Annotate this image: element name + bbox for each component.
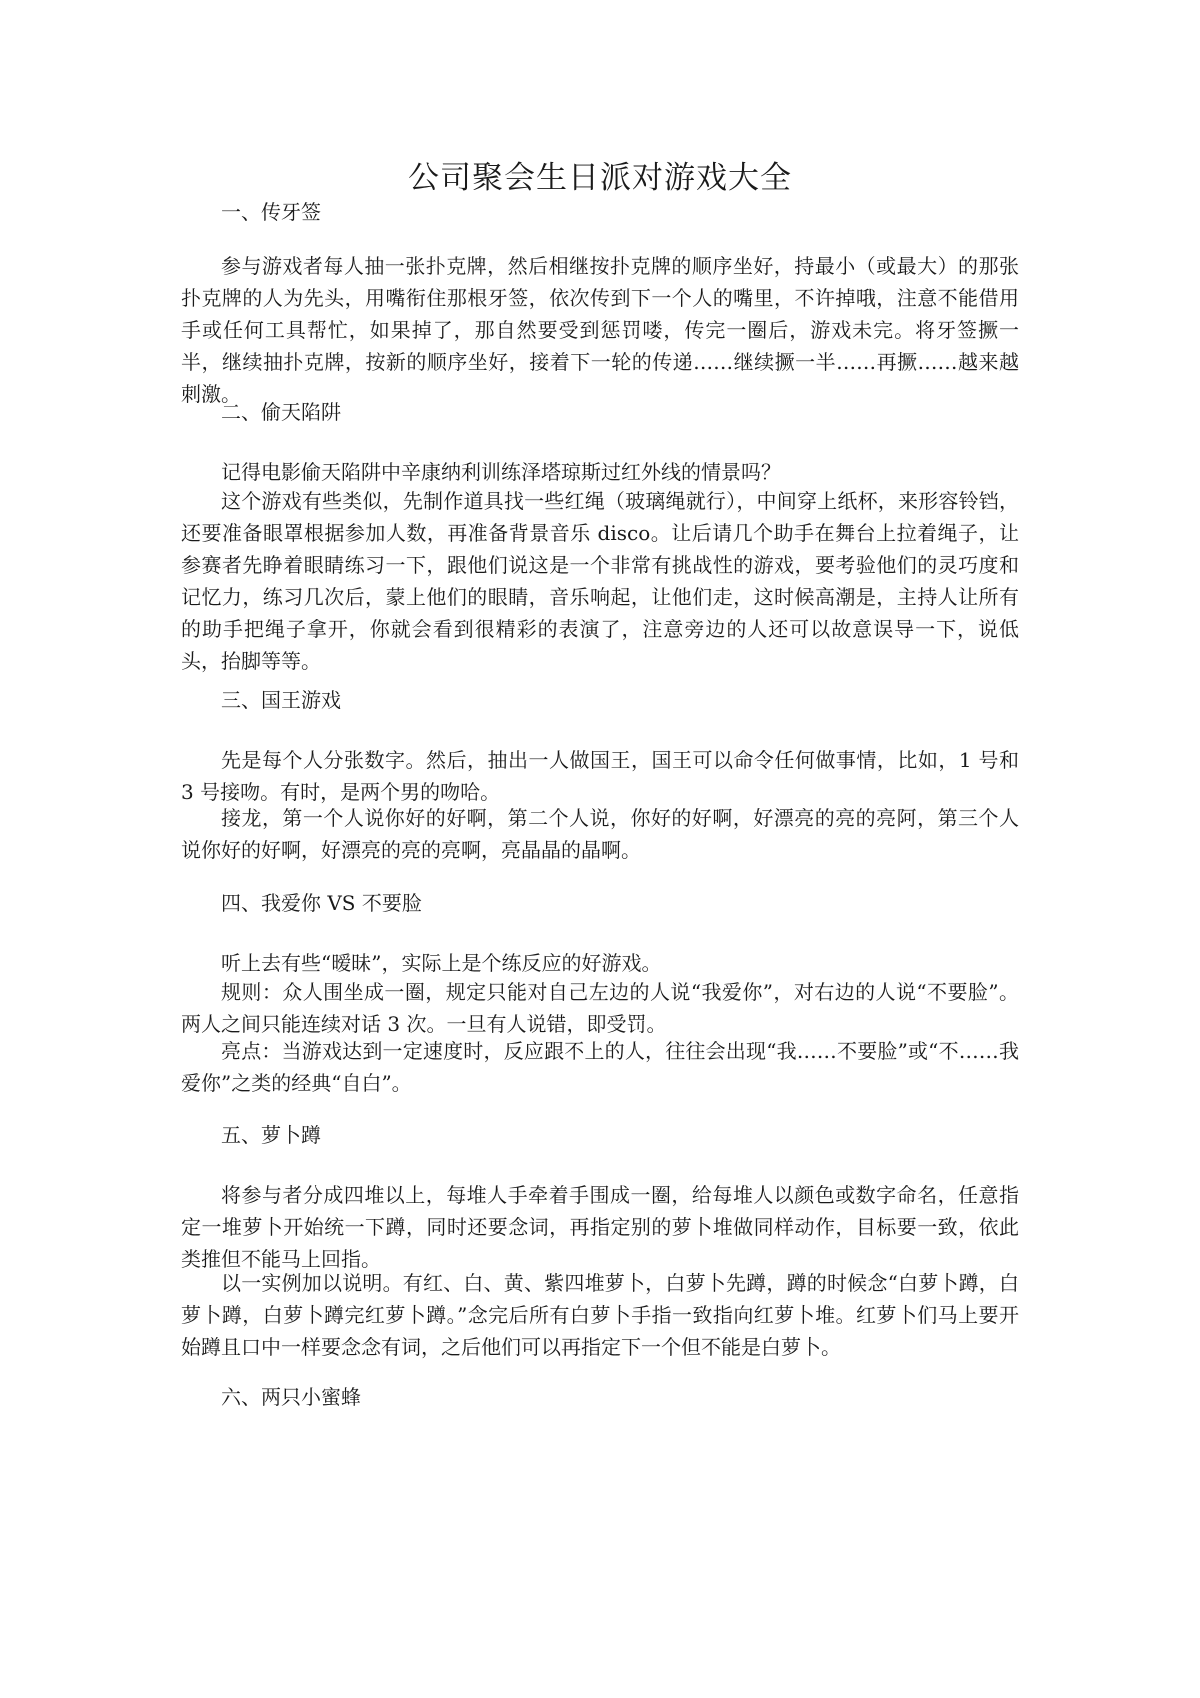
section-heading-2: 二、偷天陷阱 xyxy=(221,400,341,424)
section-3-paragraph-2: 接龙，第一个人说你好的好啊，第二个人说，你好的好啊，好漂亮的亮的亮阿，第三个人说你好的好啊，好漂亮的亮的亮啊，亮晶晶的晶啊。 xyxy=(181,806,1019,862)
section-4-paragraph-1: 听上去有些“暧昧”，实际上是个练反应的好游戏。 xyxy=(221,951,662,975)
section-heading-3: 三、国王游戏 xyxy=(221,688,341,712)
section-heading-5: 五、萝卜蹲 xyxy=(221,1123,321,1147)
section-2-paragraph-2: 这个游戏有些类似，先制作道具找一些红绳（玻璃绳就行），中间穿上纸杯，来形容铃铛，还要准备眼罩根据参加人数，再准备背景音乐 disco。让后请几个助手在舞台上拉着绳子，让参赛者先睁着眼睛练习一下，跟他们说这是一个非常有挑战性的游戏，要考验他们的灵巧度和记忆力，练习几次后，蒙上他们的眼睛，音乐响起，让他们走，这时候高潮是，主持人让所有的助手把绳子拿开，你就会看到很精彩的表演了，注意旁边的人还可以故意误导一下，说低头，抬脚等等。 xyxy=(181,489,1019,673)
section-heading-1: 一、传牙签 xyxy=(221,200,321,224)
section-heading-6: 六、两只小蜜蜂 xyxy=(221,1385,361,1409)
section-1-paragraph-1: 参与游戏者每人抽一张扑克牌，然后相继按扑克牌的顺序坐好，持最小（或最大）的那张扑克牌的人为先头，用嘴衔住那根牙签，依次传到下一个人的嘴里，不许掉哦，注意不能借用手或任何工具帮忙，如果掉了，那自然要受到惩罚喽，传完一圈后，游戏未完。将牙签撅一半，继续抽扑克牌，按新的顺序坐好，接着下一轮的传递……继续撅一半……再撅……越来越刺激。 xyxy=(181,254,1019,406)
section-3-paragraph-1: 先是每个人分张数字。然后，抽出一人做国王，国王可以命令任何做事情，比如，1 号和 3 号接吻。有时，是两个男的吻哈。 xyxy=(181,748,1019,804)
section-4-paragraph-2: 规则：众人围坐成一圈，规定只能对自己左边的人说“我爱你”，对右边的人说“不要脸”。两人之间只能连续对话 3 次。一旦有人说错，即受罚。 xyxy=(181,980,1019,1036)
section-4-paragraph-3: 亮点：当游戏达到一定速度时，反应跟不上的人，往往会出现“我……不要脸”或“不……我爱你”之类的经典“自白”。 xyxy=(181,1039,1019,1095)
document-title: 公司聚会生日派对游戏大全 xyxy=(408,160,792,196)
section-heading-4: 四、我爱你 VS 不要脸 xyxy=(221,891,422,915)
section-2-paragraph-1: 记得电影偷天陷阱中辛康纳利训练泽塔琼斯过红外线的情景吗？ xyxy=(221,460,781,484)
section-5-paragraph-2: 以一实例加以说明。有红、白、黄、紫四堆萝卜，白萝卜先蹲，蹲的时候念“白萝卜蹲，白萝卜蹲，白萝卜蹲完红萝卜蹲。”念完后所有白萝卜手指一致指向红萝卜堆。红萝卜们马上要开始蹲且口中一样要念念有词，之后他们可以再指定下一个但不能是白萝卜。 xyxy=(181,1271,1019,1359)
section-5-paragraph-1: 将参与者分成四堆以上，每堆人手牵着手围成一圈，给每堆人以颜色或数字命名，任意指定一堆萝卜开始统一下蹲，同时还要念词，再指定别的萝卜堆做同样动作，目标要一致，依此类推但不能马上回指。 xyxy=(181,1183,1019,1271)
